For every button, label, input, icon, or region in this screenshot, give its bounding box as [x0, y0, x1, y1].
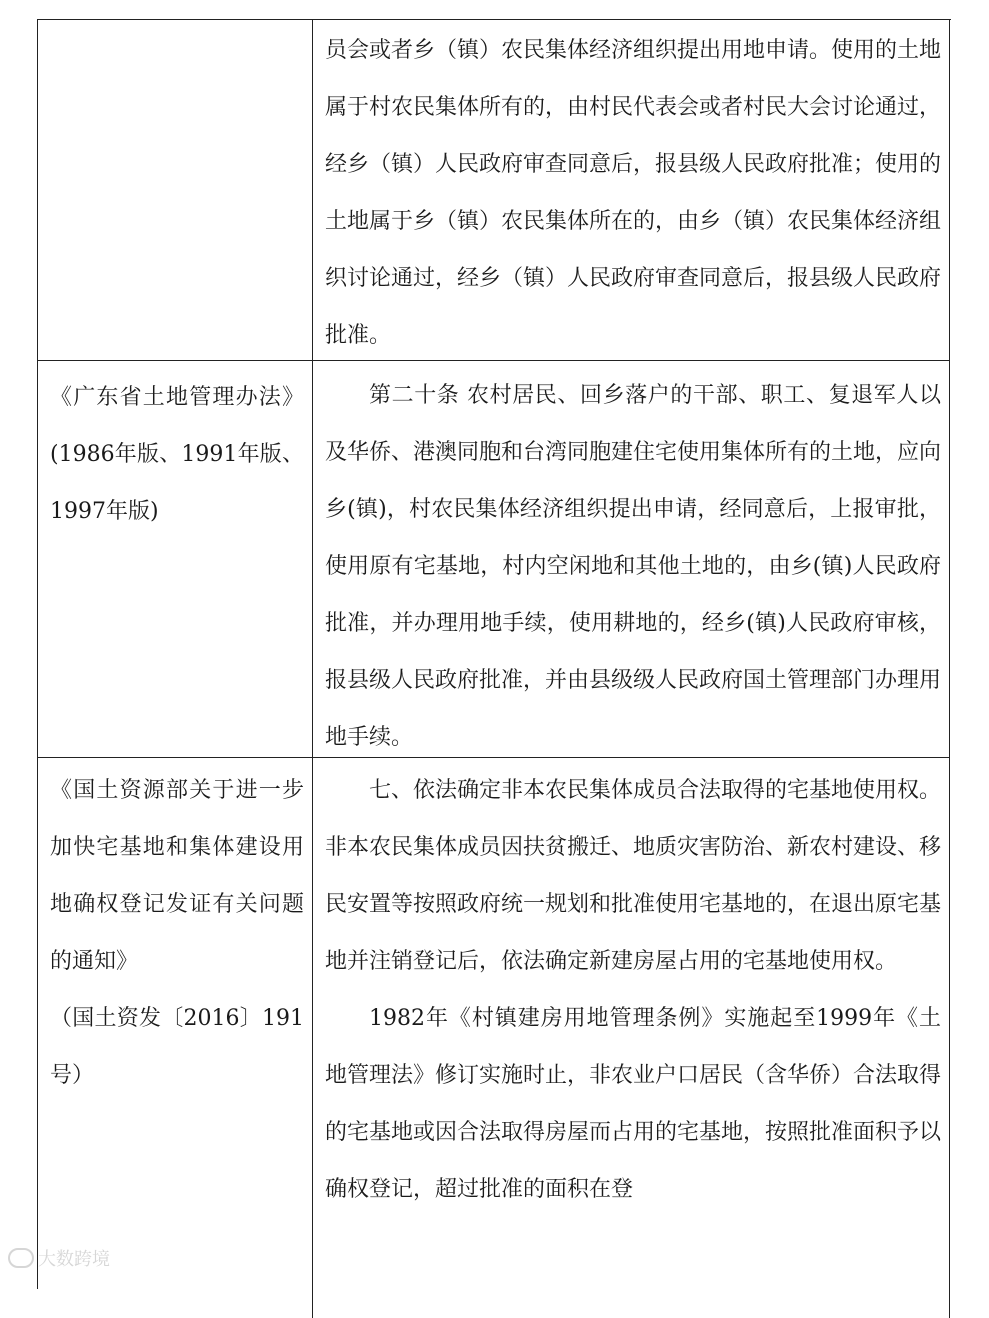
source-title: 《广东省土地管理办法》(1986年版、1991年版、1997年版)	[50, 385, 304, 524]
content-cell	[313, 758, 950, 1318]
watermark-logo-icon	[8, 1248, 34, 1268]
regulation-table	[37, 19, 951, 1289]
content-cell	[313, 20, 950, 360]
content-paragraph: 员会或者乡（镇）农民集体经济组织提出用地申请。使用的土地属于村农民集体所有的，由村民代表会或者村民大会讨论通过，经乡（镇）人民政府审查同意后，报县级人民政府批准；使用的土地属于乡（镇）农民集体所在的，由乡（镇）农民集体经济组织讨论通过，经乡（镇）人民政府审查同意后，报县级人民政府批准。	[325, 38, 942, 348]
table-row	[38, 361, 950, 758]
source-cell	[38, 758, 313, 1318]
source-cell	[38, 361, 313, 757]
content-paragraph: 七、依法确定非本农民集体成员合法取得的宅基地使用权。非本农民集体成员因扶贫搬迁、地质灾害防治、新农村建设、移民安置等按照政府统一规划和批准使用宅基地的，在退出原宅基地并注销登记后，依法确定新建房屋占用的宅基地使用权。	[325, 778, 942, 974]
table-row	[38, 758, 950, 1318]
table-row	[38, 20, 950, 361]
content-paragraph: 第二十条 农村居民、回乡落户的干部、职工、复退军人以及华侨、港澳同胞和台湾同胞建住宅使用集体所有的土地，应向乡(镇)，村农民集体经济组织提出申请，经同意后，上报审批，使用原有宅基地，村内空闲地和其他土地的，由乡(镇)人民政府批准，并办理用地手续，使用耕地的，经乡(镇)人民政府审核，报县级人民政府批准，并由县级级人民政府国土管理部门办理用地手续。	[325, 383, 942, 750]
source-document-number: （国土资发〔2016〕191号）	[50, 1006, 304, 1088]
content-paragraph: 1982年《村镇建房用地管理条例》实施起至1999年《土地管理法》修订实施时止，非农业户口居民（含华侨）合法取得的宅基地或因合法取得房屋而占用的宅基地，按照批准面积予以确权登记，超过批准的面积在登	[325, 1006, 942, 1202]
watermark	[8, 1243, 138, 1273]
watermark-text: 大数跨境	[38, 1249, 110, 1270]
content-cell	[313, 361, 950, 757]
source-cell	[38, 20, 313, 360]
source-title: 《国土资源部关于进一步加快宅基地和集体建设用地确权登记发证有关问题的通知》	[50, 778, 304, 974]
